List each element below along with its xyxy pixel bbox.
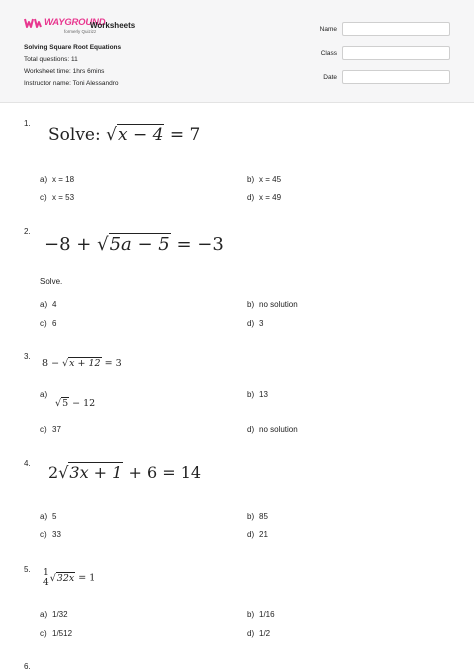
wayground-logo-icon	[24, 18, 42, 28]
worksheets-label: Worksheets	[90, 21, 136, 30]
q3-radicand: x + 12	[69, 358, 101, 369]
q2-rest: = −3	[176, 234, 224, 255]
total-questions: Total questions: 11	[24, 56, 78, 63]
option-text: 37	[52, 425, 61, 434]
q3-prefix: 8 −	[42, 358, 60, 369]
q4-rest: + 6 = 14	[128, 463, 202, 482]
option-letter: b)	[247, 390, 255, 399]
option-letter: c)	[40, 530, 47, 539]
option-text: x = 45	[259, 175, 282, 184]
q4-option-a[interactable]	[40, 512, 56, 521]
option-letter: a)	[40, 390, 48, 399]
q1-prefix: Solve:	[48, 125, 101, 145]
option-text: 13	[259, 390, 268, 399]
option-text: 1/32	[52, 610, 68, 619]
q3-sqrt: √x + 12	[62, 358, 101, 369]
question-3-number: 3.	[24, 352, 31, 361]
option-text: 6	[52, 319, 57, 328]
option-letter: d)	[247, 629, 255, 638]
question-1-equation	[48, 124, 200, 145]
question-5-number: 5.	[24, 565, 31, 574]
option-letter: a)	[40, 610, 48, 619]
question-5-equation	[43, 568, 95, 588]
name-field[interactable]	[342, 22, 450, 36]
option-text: 21	[259, 530, 268, 539]
q2-radicand: 5a − 5	[109, 234, 170, 255]
option-letter: d)	[247, 425, 255, 434]
option-letter: b)	[247, 175, 255, 184]
q3a-radicand: 5	[62, 398, 69, 409]
q5-sqrt: √32x	[49, 572, 75, 584]
option-letter: b)	[247, 300, 255, 309]
q2-option-a[interactable]	[40, 300, 56, 309]
option-letter: a)	[40, 300, 48, 309]
worksheet-header	[0, 0, 474, 103]
option-text: 1/512	[52, 629, 73, 638]
q3-option-b[interactable]	[247, 390, 268, 399]
option-text: 85	[259, 512, 268, 521]
q5-rest: = 1	[78, 572, 96, 584]
q5-option-b[interactable]	[247, 610, 275, 619]
option-text: x = 49	[259, 193, 282, 202]
question-1-number: 1.	[24, 119, 31, 128]
q4-radicand: 3x + 1	[69, 463, 123, 482]
q2-prefix: −8 +	[44, 234, 92, 255]
option-letter: d)	[247, 530, 255, 539]
q1-option-b[interactable]	[247, 175, 281, 184]
q4-option-b[interactable]	[247, 512, 268, 521]
option-text: 5	[52, 512, 57, 521]
q3a-sqrt: √5	[55, 398, 69, 409]
option-text: 1/16	[259, 610, 275, 619]
question-2-prompt: Solve.	[40, 277, 63, 286]
option-letter: b)	[247, 610, 255, 619]
option-text: 33	[52, 530, 61, 539]
q3-option-a-math	[55, 397, 95, 409]
instructor-name: Instructor name: Toni Alessandro	[24, 80, 119, 87]
q4-sqrt: √3x + 1	[58, 463, 123, 482]
option-text: 1/2	[259, 629, 271, 638]
q4-prefix: 2	[48, 463, 59, 482]
q5-fraction	[43, 568, 49, 588]
option-letter: c)	[40, 425, 47, 434]
question-3-equation	[42, 357, 122, 369]
q3-option-d[interactable]	[247, 425, 298, 434]
question-6-number: 6.	[24, 662, 31, 670]
q5-radicand: 32x	[56, 572, 75, 584]
q1-option-a[interactable]	[40, 175, 74, 184]
option-letter: a)	[40, 175, 48, 184]
option-letter: a)	[40, 512, 48, 521]
q2-option-b[interactable]	[247, 300, 298, 309]
q1-radicand: x − 4	[117, 125, 164, 145]
q2-sqrt: √5a − 5	[97, 234, 170, 255]
date-field[interactable]	[342, 70, 450, 84]
option-text: x = 18	[52, 175, 75, 184]
q1-sqrt: √x − 4	[106, 125, 164, 145]
option-text: no solution	[259, 300, 298, 309]
name-label: Name	[319, 26, 337, 33]
q5-option-d[interactable]	[247, 629, 270, 638]
option-letter: b)	[247, 512, 255, 521]
brand-subtitle: formerly Quizizz	[64, 29, 97, 34]
q2-option-d[interactable]	[247, 319, 263, 328]
worksheet-title: Solving Square Root Equations	[24, 44, 122, 51]
date-label: Date	[323, 74, 337, 81]
q1-rest: = 7	[169, 125, 201, 145]
q4-option-c[interactable]	[40, 530, 61, 539]
q3-rest: = 3	[104, 358, 122, 369]
q3a-rest: − 12	[72, 398, 96, 409]
q5-option-c[interactable]	[40, 629, 72, 638]
q5-option-a[interactable]	[40, 610, 68, 619]
q5-fraction-denominator: 4	[43, 578, 49, 588]
option-letter: d)	[247, 193, 255, 202]
class-label: Class	[320, 50, 337, 57]
question-4-equation	[48, 462, 201, 482]
option-text: no solution	[259, 425, 298, 434]
question-2-number: 2.	[24, 227, 31, 236]
class-field[interactable]	[342, 46, 450, 60]
option-text: 3	[259, 319, 264, 328]
question-4-number: 4.	[24, 459, 31, 468]
q5-fraction-numerator: 1	[43, 568, 49, 578]
worksheet-time: Worksheet time: 1hrs 6mins	[24, 68, 105, 75]
q3-option-a[interactable]	[40, 390, 52, 399]
q1-option-c[interactable]	[40, 193, 74, 202]
q3-option-c[interactable]	[40, 425, 61, 434]
brand-name: WAYGROUND	[44, 17, 106, 28]
option-letter: d)	[247, 319, 255, 328]
question-2-equation	[44, 233, 224, 255]
q2-option-c[interactable]	[40, 319, 56, 328]
option-letter: c)	[40, 193, 47, 202]
q1-option-d[interactable]	[247, 193, 281, 202]
option-letter: c)	[40, 629, 47, 638]
option-letter: c)	[40, 319, 47, 328]
q4-option-d[interactable]	[247, 530, 268, 539]
option-text: x = 53	[52, 193, 75, 202]
option-text: 4	[52, 300, 57, 309]
